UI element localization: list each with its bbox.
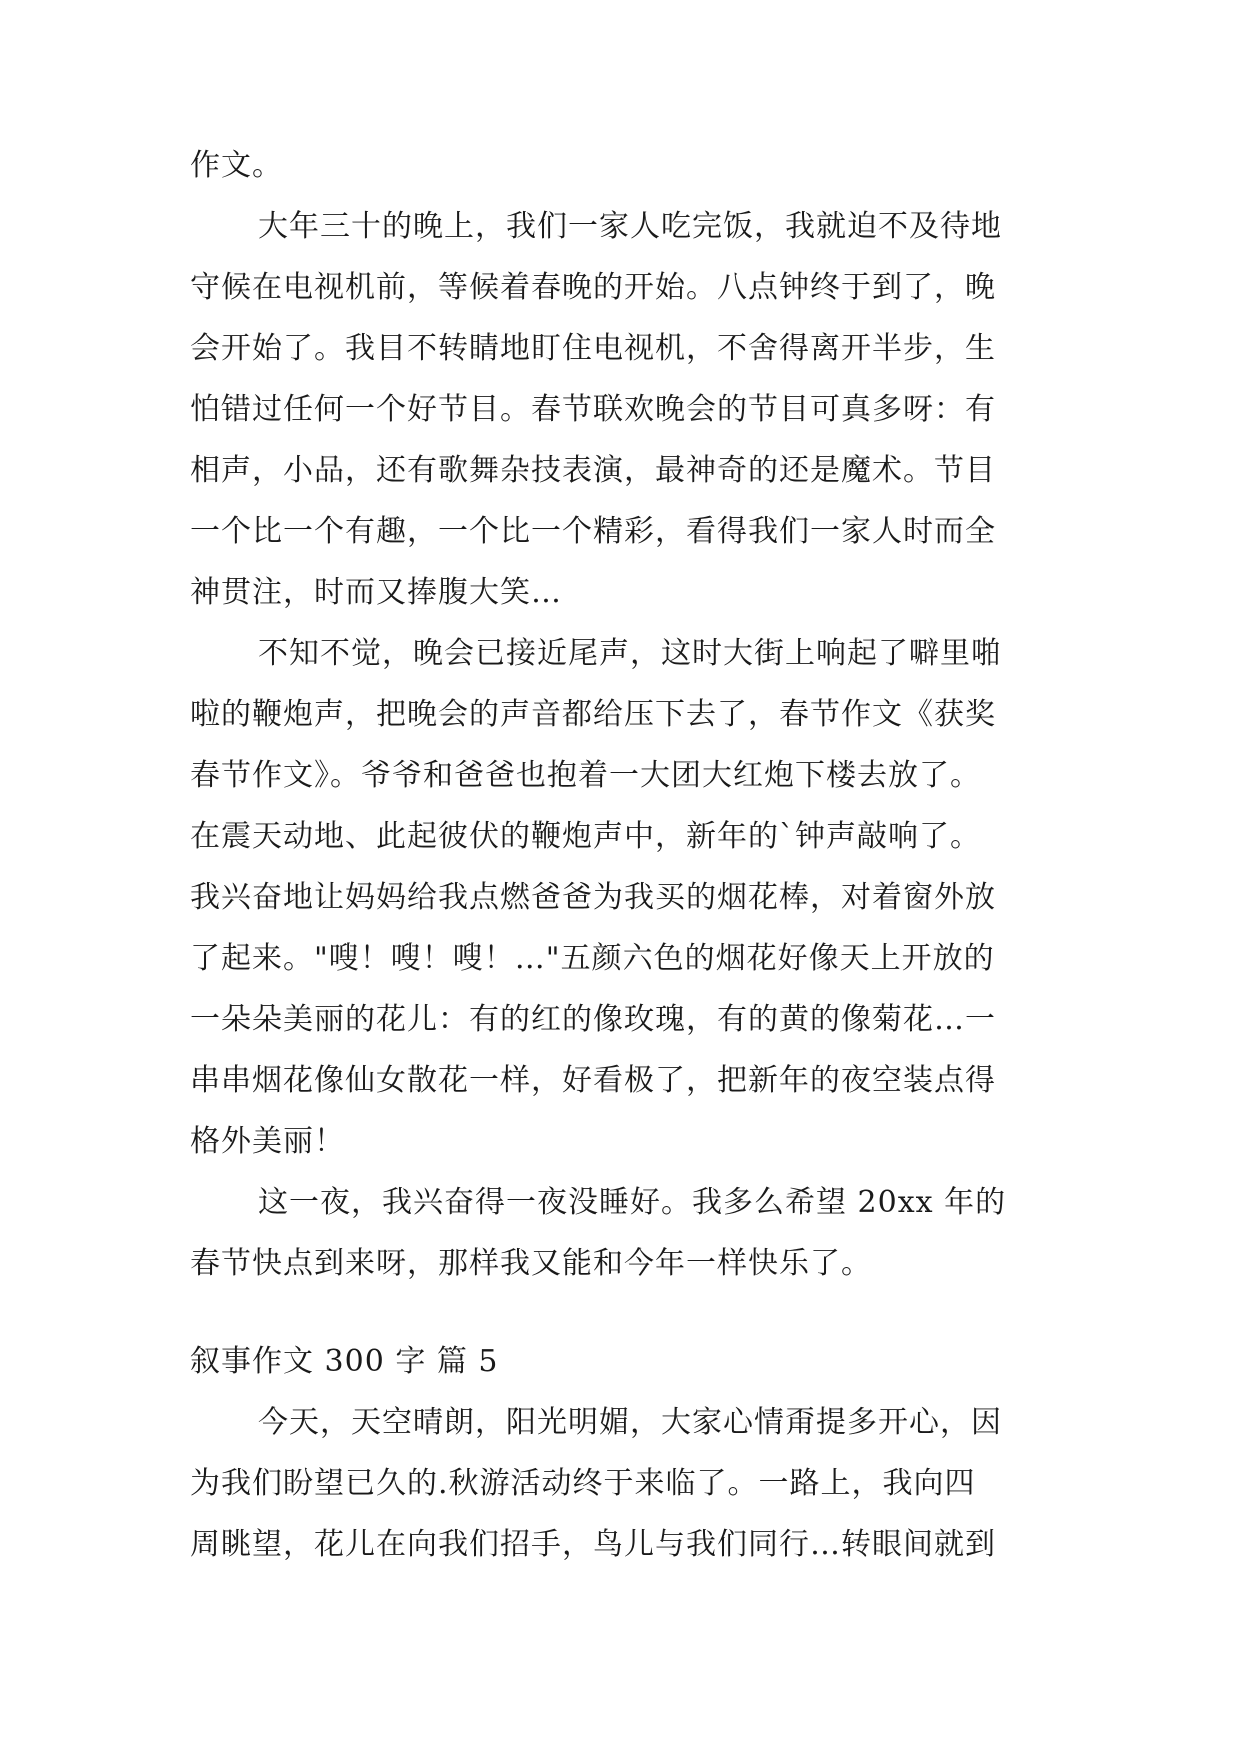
text-line: 啦的鞭炮声，把晚会的声音都给压下去了，春节作文《获奖 [190,697,996,732]
paragraph-4 [190,1392,1052,1575]
text-line: 守候在电视机前，等候着春晚的开始。八点钟终于到了，晚 [190,270,996,305]
text-line: 了起来。"嗖！嗖！嗖！…"五颜六色的烟花好像天上开放的 [190,941,995,976]
text-line: 串串烟花像仙女散花一样，好看极了，把新年的夜空装点得 [190,1063,996,1098]
text-line: 格外美丽！ [190,1124,345,1159]
intro-paragraph-end [190,135,1052,196]
text-line: 在震天动地、此起彼伏的鞭炮声中，新年的`钟声敲响了。 [190,819,981,854]
text-line: 会开始了。我目不转睛地盯住电视机，不舍得离开半步，生 [190,331,996,366]
text-line: 怕错过任何一个好节目。春节联欢晚会的节目可真多呀：有 [190,392,996,427]
text-line: 一朵朵美丽的花儿：有的红的像玫瑰，有的黄的像菊花…一 [190,1002,996,1037]
section-heading [190,1331,1052,1392]
text-line: 为我们盼望已久的.秋游活动终于来临了。一路上，我向四 [190,1466,976,1501]
section-heading-text: 叙事作文 300 字 篇 5 [190,1344,499,1379]
text-line: 周眺望，花儿在向我们招手，鸟儿与我们同行…转眼间就到 [190,1527,996,1562]
text-line: 一个比一个有趣，一个比一个精彩，看得我们一家人时而全 [190,514,996,549]
text-line: 作文。 [190,148,283,183]
paragraph-1 [190,196,1052,623]
text-line: 春节快点到来呀，那样我又能和今年一样快乐了。 [190,1246,872,1281]
text-line: 今天，天空晴朗，阳光明媚，大家心情甭提多开心，因 [258,1405,1002,1440]
text-line: 这一夜，我兴奋得一夜没睡好。我多么希望 20xx 年的 [258,1185,1007,1220]
text-line: 大年三十的晚上，我们一家人吃完饭，我就迫不及待地 [258,209,1002,244]
text-line: 春节作文》。爷爷和爸爸也抱着一大团大红炮下楼去放了。 [190,758,981,793]
text-line: 相声，小品，还有歌舞杂技表演，最神奇的还是魔术。节目 [190,453,996,488]
text-line: 神贯注，时而又捧腹大笑… [190,575,562,610]
paragraph-2 [190,623,1052,1172]
text-line: 我兴奋地让妈妈给我点燃爸爸为我买的烟花棒，对着窗外放 [190,880,996,915]
text-line: 不知不觉，晚会已接近尾声，这时大街上响起了噼里啪 [258,636,1002,671]
paragraph-3 [190,1172,1052,1294]
